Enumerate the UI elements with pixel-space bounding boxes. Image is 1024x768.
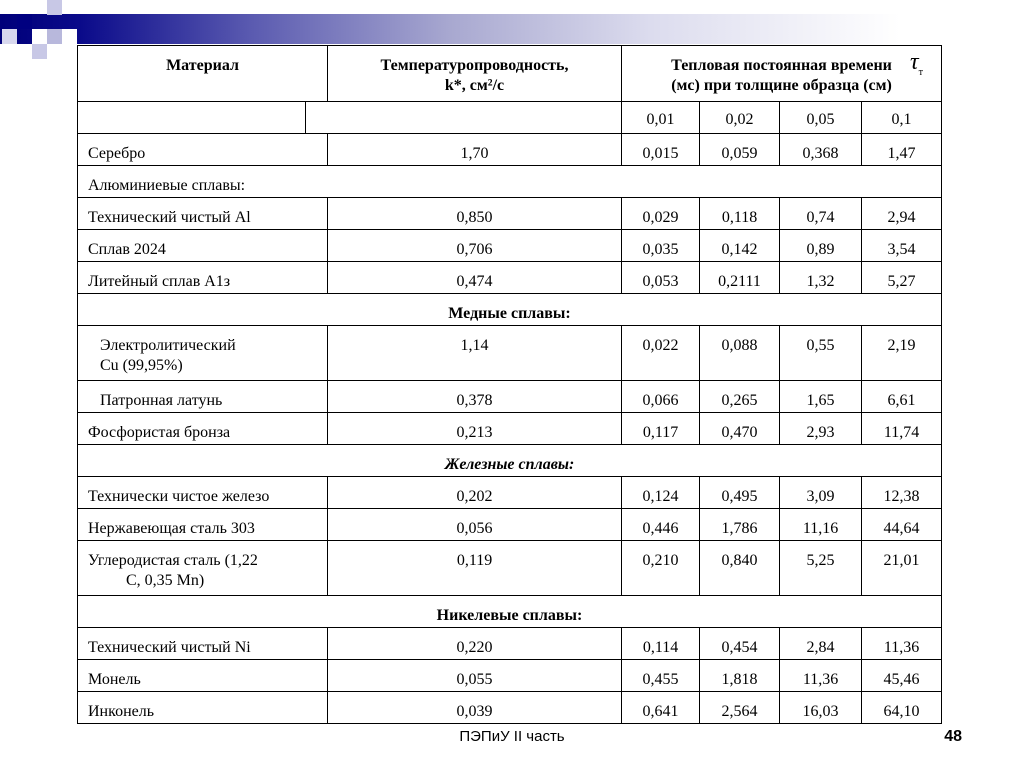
material-name-line: Углеродистая сталь (1,22 — [88, 552, 258, 569]
decor-square — [47, 0, 62, 15]
table-row — [78, 262, 942, 294]
header-time-constant — [622, 46, 942, 102]
diffusivity-value: 0,850 — [328, 198, 622, 230]
time-value: 0,088 — [700, 326, 780, 381]
tau-symbol: $\tau_т$ — [910, 49, 924, 78]
material-name: Литейный сплав А1з — [78, 262, 328, 294]
material-name: Сплав 2024 — [78, 230, 328, 262]
time-value: 2,94 — [862, 198, 942, 230]
time-value: 0,495 — [700, 477, 780, 509]
material-name: Технический чистый Ni — [78, 628, 328, 660]
header-material: Материал — [78, 46, 328, 102]
time-value: 2,84 — [780, 628, 862, 660]
material-name-line: Электролитический — [100, 337, 236, 354]
time-value: 0,124 — [622, 477, 700, 509]
diffusivity-value: 0,055 — [328, 660, 622, 692]
time-value: 5,27 — [862, 262, 942, 294]
material-name: Нержавеющая сталь 303 — [78, 509, 328, 541]
time-value: 0,118 — [700, 198, 780, 230]
time-value: 0,066 — [622, 381, 700, 413]
material-name: Монель — [78, 660, 328, 692]
thickness-row — [78, 102, 942, 134]
diffusivity-value: 0,056 — [328, 509, 622, 541]
time-value: 2,19 — [862, 326, 942, 381]
diffusivity-value: 0,039 — [328, 692, 622, 724]
time-value: 1,65 — [780, 381, 862, 413]
time-value: 3,54 — [862, 230, 942, 262]
time-value: 5,25 — [780, 541, 862, 596]
decor-square — [47, 29, 62, 44]
time-value: 6,61 — [862, 381, 942, 413]
table-header-row — [78, 46, 942, 102]
time-value: 0,454 — [700, 628, 780, 660]
header-time-subtitle: (мс) при толщине образца (см) — [671, 77, 892, 94]
blank-cell — [78, 102, 306, 134]
time-value: 0,641 — [622, 692, 700, 724]
diffusivity-value: 0,706 — [328, 230, 622, 262]
time-value: 0,368 — [780, 134, 862, 166]
thickness-cell: 0,01 — [622, 102, 700, 134]
diffusivity-value: 0,119 — [328, 541, 622, 596]
page-number: 48 — [944, 728, 962, 745]
table-row — [78, 198, 942, 230]
material-name — [78, 541, 328, 596]
material-name-line: Cu (99,95%) — [100, 357, 183, 374]
time-value: 0,74 — [780, 198, 862, 230]
table-row — [78, 692, 942, 724]
time-value: 0,2111 — [700, 262, 780, 294]
material-name-line: С, 0,35 Mn) — [126, 572, 205, 589]
time-value: 0,265 — [700, 381, 780, 413]
time-value: 45,46 — [862, 660, 942, 692]
material-name — [78, 326, 328, 381]
time-value: 0,035 — [622, 230, 700, 262]
time-value: 0,015 — [622, 134, 700, 166]
diffusivity-value: 0,213 — [328, 413, 622, 445]
time-value: 1,47 — [862, 134, 942, 166]
thickness-cell: 0,02 — [700, 102, 780, 134]
time-value: 1,32 — [780, 262, 862, 294]
material-name: Серебро — [78, 134, 328, 166]
time-value: 0,117 — [622, 413, 700, 445]
material-table — [77, 45, 942, 724]
group-label: Никелевые сплавы: — [78, 596, 942, 628]
header-diffusivity — [328, 46, 622, 102]
group-row — [78, 294, 942, 326]
diffusivity-value: 0,220 — [328, 628, 622, 660]
blank-cell — [306, 102, 622, 134]
header-time-title: Тепловая постоянная времени — [671, 57, 892, 74]
time-value: 0,022 — [622, 326, 700, 381]
table-row — [78, 628, 942, 660]
time-value: 0,029 — [622, 198, 700, 230]
group-label: Алюминиевые сплавы: — [78, 166, 942, 198]
time-value: 12,38 — [862, 477, 942, 509]
time-value: 11,36 — [862, 628, 942, 660]
time-value: 0,210 — [622, 541, 700, 596]
group-label: Железные сплавы: — [78, 445, 942, 477]
material-name: Технически чистое железо — [78, 477, 328, 509]
time-value: 2,93 — [780, 413, 862, 445]
time-value: 11,74 — [862, 413, 942, 445]
table-row — [78, 230, 942, 262]
table-row — [78, 660, 942, 692]
table-row — [78, 134, 942, 166]
time-value: 0,446 — [622, 509, 700, 541]
thickness-cell: 0,05 — [780, 102, 862, 134]
diffusivity-value: 1,14 — [328, 326, 622, 381]
time-value: 11,36 — [780, 660, 862, 692]
diffusivity-value: 0,378 — [328, 381, 622, 413]
group-row — [78, 166, 942, 198]
header-diffusivity-unit: k*, см²/с — [444, 77, 505, 94]
time-value: 44,64 — [862, 509, 942, 541]
table-row — [78, 541, 942, 596]
diffusivity-value: 0,474 — [328, 262, 622, 294]
time-value: 0,840 — [700, 541, 780, 596]
material-name: Патронная латунь — [78, 381, 328, 413]
table-row — [78, 509, 942, 541]
title-bar-gradient — [0, 14, 1000, 44]
time-value: 1,818 — [700, 660, 780, 692]
diffusivity-value: 1,70 — [328, 134, 622, 166]
decor-square — [62, 29, 77, 44]
time-value: 0,89 — [780, 230, 862, 262]
material-name: Технический чистый Al — [78, 198, 328, 230]
material-name: Фосфористая бронза — [78, 413, 328, 445]
time-value: 3,09 — [780, 477, 862, 509]
time-value: 0,142 — [700, 230, 780, 262]
material-name: Инконель — [78, 692, 328, 724]
time-value: 0,059 — [700, 134, 780, 166]
time-value: 11,16 — [780, 509, 862, 541]
decor-square — [32, 29, 47, 44]
table-row — [78, 326, 942, 381]
decor-square — [2, 29, 17, 44]
time-value: 64,10 — [862, 692, 942, 724]
time-value: 0,470 — [700, 413, 780, 445]
table-row — [78, 477, 942, 509]
decor-square — [17, 14, 32, 29]
time-value: 0,114 — [622, 628, 700, 660]
time-value: 1,786 — [700, 509, 780, 541]
table-row — [78, 381, 942, 413]
time-value: 0,053 — [622, 262, 700, 294]
decor-square — [32, 44, 47, 59]
time-value: 2,564 — [700, 692, 780, 724]
table-row — [78, 413, 942, 445]
time-value: 16,03 — [780, 692, 862, 724]
header-diffusivity-title: Температуропроводность, — [380, 57, 569, 74]
group-row — [78, 596, 942, 628]
group-row — [78, 445, 942, 477]
thickness-cell: 0,1 — [862, 102, 942, 134]
time-value: 21,01 — [862, 541, 942, 596]
diffusivity-value: 0,202 — [328, 477, 622, 509]
time-value: 0,55 — [780, 326, 862, 381]
group-label: Медные сплавы: — [78, 294, 942, 326]
footer-title: ПЭПиУ II часть — [459, 728, 565, 745]
time-value: 0,455 — [622, 660, 700, 692]
